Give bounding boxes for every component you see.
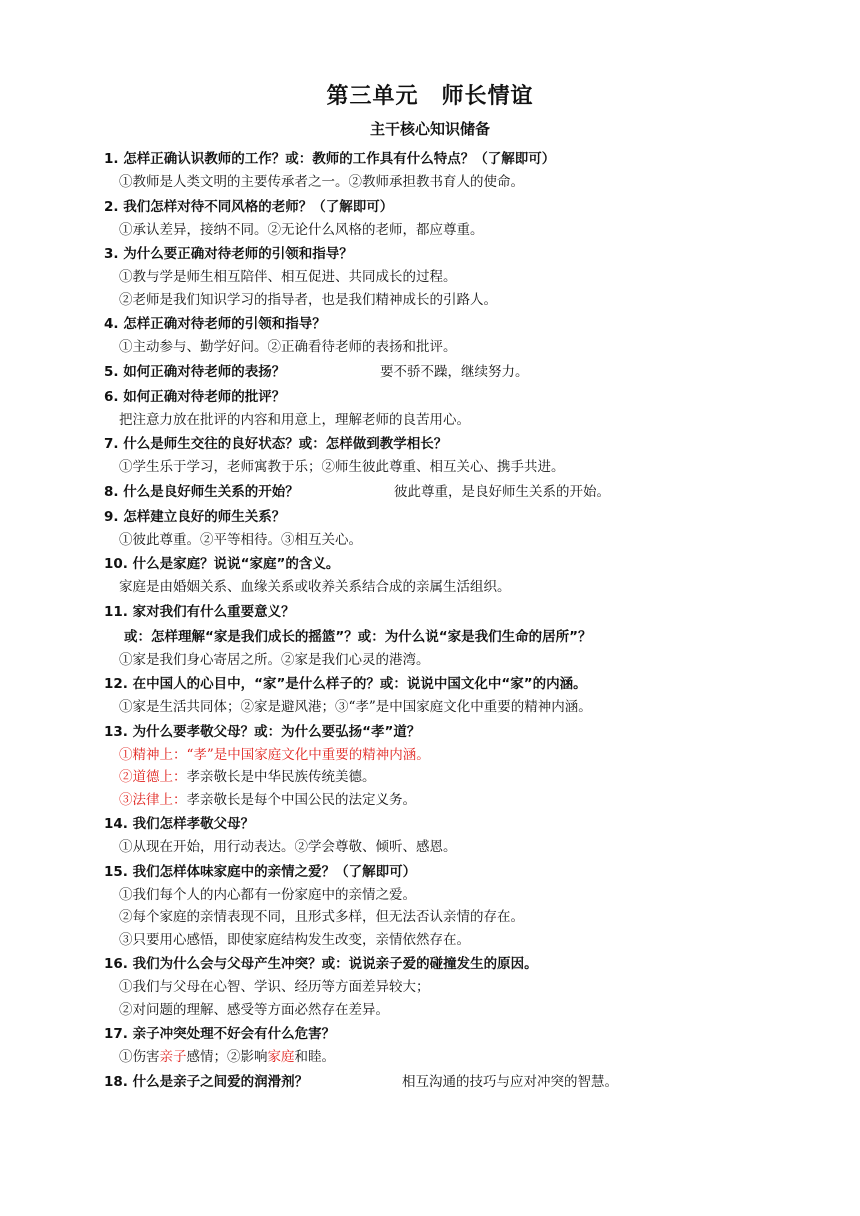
answer: ①我们与父母在心智、学识、经历等方面差异较大； [119, 979, 430, 995]
qa-item [104, 243, 844, 311]
qa-item [104, 361, 844, 384]
answer: 彼此尊重，是良好师生关系的开始。 [394, 483, 610, 500]
answer: ①主动参与、勤学好问。②正确看待老师的表扬和批评。 [119, 339, 457, 355]
qa-item [104, 1023, 844, 1069]
question: 2. 我们怎样对待不同风格的老师？（了解即可） [104, 198, 394, 215]
answer: ②对问题的理解、感受等方面必然存在差异。 [119, 1001, 389, 1018]
answer-highlight: ②道德上： [119, 769, 187, 785]
question-text: 5. 如何正确对待老师的表扬？ [104, 363, 286, 380]
question-alt: 或：怎样理解“家是我们成长的摇篮”？或：为什么说“家是我们生命的居所”？ [124, 628, 592, 645]
question-text: 8. 什么是良好师生关系的开始？ [104, 483, 299, 500]
qa-item [104, 1071, 844, 1094]
answer [104, 766, 844, 789]
qa-item [104, 148, 844, 194]
page-subtitle: 主干核心知识储备 [369, 120, 490, 138]
answer: ②老师是我们知识学习的指导者，也是我们精神成长的引路人。 [119, 291, 497, 308]
qa-list [104, 146, 844, 1094]
answer-text: 孝亲敬长是每个中国公民的法定义务。 [186, 791, 416, 808]
qa-item [104, 953, 844, 1021]
question-text: 18. 什么是亲子之间爱的润滑剂？ [104, 1073, 309, 1090]
question: 12. 在中国人的心目中，“家”是什么样子的？或：说说中国文化中“家”的内涵。 [104, 676, 587, 692]
question: 10. 什么是家庭？说说“家庭”的含义。 [104, 556, 340, 572]
answer: 相互沟通的技巧与应对冲突的智慧。 [402, 1073, 618, 1090]
question: 15. 我们怎样体味家庭中的亲情之爱？（了解即可） [104, 863, 417, 880]
qa-item [104, 481, 844, 504]
answer: ①彼此尊重。②平等相待。③相互关心。 [119, 531, 362, 548]
question: 13. 为什么要孝敬父母？或：为什么要弘扬“孝”道？ [104, 723, 421, 740]
question [104, 1071, 844, 1094]
question: 6. 如何正确对待老师的批评？ [104, 388, 286, 405]
answer: ①学生乐于学习，老师寓教于乐；②师生彼此尊重、相互关心、携手共进。 [119, 459, 565, 475]
answer: 要不骄不躁，继续努力。 [380, 363, 529, 380]
answer [104, 789, 844, 812]
answer-highlight: ③法律上： [119, 791, 187, 808]
question: 9. 怎样建立良好的师生关系？ [104, 508, 286, 525]
answer [104, 744, 844, 767]
question: 4. 怎样正确对待老师的引领和指导？ [104, 316, 326, 332]
answer: ②每个家庭的亲情表现不同，且形式多样，但无法否认亲情的存在。 [119, 909, 524, 925]
answer: ③只要用心感悟，即使家庭结构发生改变，亲情依然存在。 [119, 931, 470, 948]
qa-item [104, 433, 844, 479]
answer: 家庭是由婚姻关系、血缘关系或收养关系结合成的亲属生活组织。 [119, 579, 511, 595]
qa-item [104, 506, 844, 552]
answer-highlight: ①精神上：“孝”是中国家庭文化中重要的精神内涵。 [119, 746, 430, 763]
answer-text: 感情；②影响 [186, 1049, 268, 1065]
question [104, 481, 844, 504]
question: 14. 我们怎样孝敬父母？ [104, 816, 255, 832]
qa-item [104, 196, 844, 242]
answer: ①从现在开始，用行动表达。②学会尊敬、倾听、感恩。 [119, 839, 457, 855]
question: 3. 为什么要正确对待老师的引领和指导？ [104, 246, 353, 262]
answer: ①家是我们身心寄居之所。②家是我们心灵的港湾。 [119, 651, 430, 668]
answer: ①家是生活共同体；②家是避风港；③“孝”是中国家庭文化中重要的精神内涵。 [119, 699, 592, 715]
answer: ①承认差异，接纳不同。②无论什么风格的老师，都应尊重。 [119, 221, 484, 238]
qa-item [104, 313, 844, 359]
question [104, 361, 844, 384]
qa-item [104, 861, 844, 952]
answer-text: 孝亲敬长是中华民族传统美德。 [186, 769, 376, 785]
answer: ①我们每个人的内心都有一份家庭中的亲情之爱。 [119, 886, 416, 903]
answer-text: ①伤害 [119, 1049, 160, 1065]
qa-item [104, 601, 844, 672]
qa-item [104, 386, 844, 432]
question: 16. 我们为什么会与父母产生冲突？或：说说亲子爱的碰撞发生的原因。 [104, 956, 538, 972]
question: 7. 什么是师生交往的良好状态？或：怎样做到教学相长？ [104, 436, 448, 452]
question: 17. 亲子冲突处理不好会有什么危害？ [104, 1026, 336, 1042]
answer-text: 和睦。 [294, 1049, 335, 1065]
qa-item [104, 721, 844, 812]
qa-item [104, 673, 844, 719]
answer: ①教师是人类文明的主要传承者之一。②教师承担教书育人的使命。 [119, 174, 524, 190]
qa-item [104, 813, 844, 859]
answer: 把注意力放在批评的内容和用意上，理解老师的良苦用心。 [119, 411, 470, 428]
page-title: 第三单元 师长情谊 [326, 84, 534, 109]
question: 1. 怎样正确认识教师的工作？或：教师的工作具有什么特点？（了解即可） [104, 151, 556, 167]
question: 11. 家对我们有什么重要意义？ [104, 603, 295, 620]
answer [104, 1046, 844, 1069]
answer-highlight: 亲子 [159, 1049, 187, 1065]
answer: ①教与学是师生相互陪伴、相互促进、共同成长的过程。 [119, 269, 457, 285]
qa-item [104, 553, 844, 599]
answer-highlight: 家庭 [267, 1049, 295, 1065]
